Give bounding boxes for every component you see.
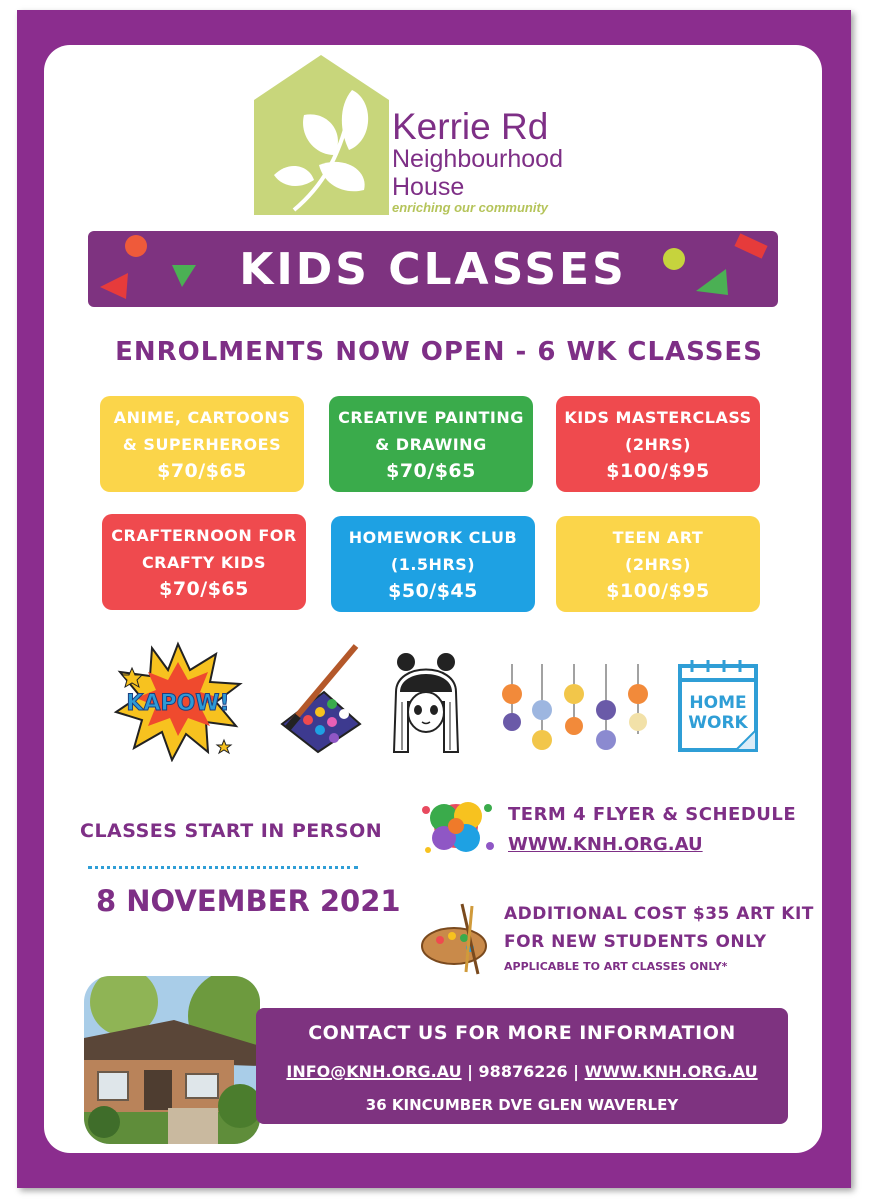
class-title-line1: TEEN ART (612, 527, 704, 547)
class-title-line2: (2HRS) (625, 434, 691, 454)
contact-details (256, 1062, 788, 1081)
class-title-line1: CREATIVE PAINTING (338, 407, 524, 427)
separator: | (461, 1062, 479, 1081)
banner-title: KIDS CLASSES (239, 244, 627, 295)
homework-line1: HOME (689, 693, 747, 713)
class-title-line2: (2HRS) (625, 554, 691, 574)
class-card-painting (329, 396, 533, 492)
class-title-line1: KIDS MASTERCLASS (564, 407, 752, 427)
title-banner (88, 231, 778, 307)
art-kit-cost: ADDITIONAL COST $35 ART KIT (504, 904, 814, 924)
class-price: $50/$45 (388, 579, 478, 602)
dotted-divider (88, 866, 358, 869)
kapow-burst-icon (112, 640, 244, 762)
kapow-text: KAPOW! (126, 691, 230, 716)
flyer-link[interactable]: WWW.KNH.ORG.AU (508, 834, 703, 855)
contact-panel (256, 1008, 788, 1124)
class-card-crafternoon (102, 514, 306, 610)
flyer-line: TERM 4 FLYER & SCHEDULE (508, 804, 797, 825)
homework-calendar-icon (676, 658, 762, 754)
class-card-anime (100, 396, 304, 492)
class-title-line2: & DRAWING (375, 434, 487, 454)
class-title-line1: HOMEWORK CLUB (348, 527, 518, 547)
class-card-teen-art (556, 516, 760, 612)
class-title-line1: CRAFTERNOON FOR (111, 525, 297, 545)
class-title-line2: & SUPERHEROES (122, 434, 282, 454)
classes-start-label: CLASSES START IN PERSON (80, 820, 383, 842)
class-price: $70/$65 (157, 459, 247, 482)
art-kit-eligibility: FOR NEW STUDENTS ONLY (504, 932, 767, 952)
class-price: $70/$65 (159, 577, 249, 600)
anime-girl-drawing-icon (390, 652, 462, 756)
start-date: 8 NOVEMBER 2021 (96, 884, 401, 918)
separator: | (567, 1062, 585, 1081)
class-price: $100/$95 (606, 459, 710, 482)
class-title-line2: (1.5HRS) (390, 554, 476, 574)
art-kit-note: APPLICABLE TO ART CLASSES ONLY* (504, 960, 728, 973)
logo-name-line1: Kerrie Rd (392, 106, 549, 147)
enrolment-subtitle: ENROLMENTS NOW OPEN - 6 WK CLASSES (115, 337, 763, 367)
paint-palette-brush-icon (276, 642, 362, 754)
class-card-homework (331, 516, 535, 612)
house-photo (84, 976, 260, 1144)
house-leaf-logo-icon (254, 55, 389, 217)
logo-name-line3: House (392, 173, 465, 201)
class-price: $100/$95 (606, 579, 710, 602)
logo-tagline: enriching our community (392, 200, 549, 215)
contact-email-link[interactable]: INFO@KNH.ORG.AU (286, 1062, 462, 1081)
paint-splat-icon (418, 788, 496, 864)
contact-address: 36 KINCUMBER DVE GLEN WAVERLEY (365, 1096, 679, 1114)
class-title-line1: ANIME, CARTOONS (113, 407, 291, 427)
contact-website-link[interactable]: WWW.KNH.ORG.AU (584, 1062, 758, 1081)
class-title-line2: CRAFTY KIDS (141, 552, 267, 572)
pom-pom-garland-icon (494, 664, 660, 756)
class-price: $70/$65 (386, 459, 476, 482)
artist-palette-icon (420, 900, 492, 976)
homework-line2: WORK (688, 713, 748, 733)
class-card-masterclass (556, 396, 760, 492)
contact-phone: 98876226 (478, 1062, 568, 1081)
contact-heading: CONTACT US FOR MORE INFORMATION (308, 1022, 736, 1044)
logo-name-line2: Neighbourhood (392, 145, 563, 173)
